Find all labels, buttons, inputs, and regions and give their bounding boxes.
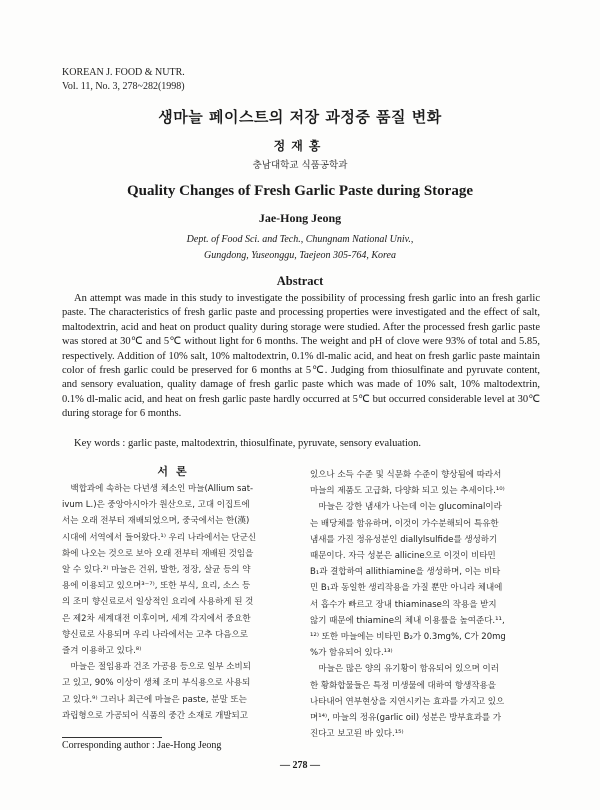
body-text-line: 않기 때문에 thiamine의 체내 이용률을 높여준다.¹¹, bbox=[310, 615, 505, 626]
body-text-line: ivum L.)은 중앙아시아가 원산으로, 고대 이집트에 bbox=[62, 500, 250, 511]
keywords: Key words : garlic paste, maltodextrin, thiosulfinate, pyruvate, sensory evaluation. bbox=[74, 438, 421, 449]
body-text-line: ¹²⁾ 또한 마늘에는 비타민 B₂가 0.3mg%, C가 20mg bbox=[310, 632, 506, 643]
body-text-line: 한 황화합물들은 특정 미생물에 대하여 항생작용을 bbox=[310, 680, 496, 691]
body-text-line: 과립형으로 가공되어 식품의 중간 소재로 개발되고 bbox=[62, 710, 248, 721]
body-text-line: 은 제2차 세계대전 이후이며, 세계 각지에서 중요한 bbox=[62, 613, 251, 624]
body-text-line: 민 B₁과 동일한 생리작용을 가질 뿐만 아니라 체내에 bbox=[310, 583, 503, 594]
korean-author: 정재홍 bbox=[273, 139, 327, 153]
affiliation-line-1: Dept. of Food Sci. and Tech., Chungnam National Univ., bbox=[186, 234, 414, 245]
body-text-line: 나타내어 연부현상을 지연시키는 효과를 가지고 있으 bbox=[310, 696, 505, 707]
page-number: — 278 — bbox=[280, 760, 320, 771]
footnote-divider bbox=[62, 737, 162, 738]
body-text-line: 며¹⁴⁾, 마늘의 정유(garlic oil) 성분은 방부효과를 가 bbox=[310, 713, 502, 724]
body-text-line: 즐겨 이용하고 있다.⁸⁾ bbox=[62, 646, 142, 657]
section-heading-introduction: 서론 bbox=[157, 465, 195, 478]
body-text-line: 의 조미 향신료로서 일상적인 요리에 사용하게 된 것 bbox=[62, 597, 254, 608]
body-text-line: 서는 오래 전부터 재배되었으며, 중국에서는 한(漢) bbox=[62, 516, 250, 527]
body-text-line: %가 함유되어 있다.¹³⁾ bbox=[310, 648, 393, 659]
body-text-line: 화에 나오는 것으로 보아 오래 전부터 재배된 것임을 bbox=[62, 548, 254, 559]
abstract-body: An attempt was made in this study to investigate the possibility of processing fresh garlic into an fresh garlic paste. The characteristics of fresh garlic paste and processing properties were investigated and the effect of salt, maltodextrin, acid and heat on product quality during storage were studied. After the processed fresh garlic paste was stored at 30℃ and 5℃ without light for 6 months. The weight and pH of clove were 93% of total and 5.85, respectively. Addition of 10% salt, 10% maltodextrin, 0.1% dl-malic acid, and heat on fresh garlic paste maintain color of fresh garlic could be preserved for 6 months at 5℃. Judging from thiosulfinate and pyruvate content, and sensory evaluation, quality damage of fresh garlic paste which was made of 10% salt, 10% maltodextrin, 0.1% dl-malic acid, and heat on fresh garlic paste hardly occurred at 5℃ but occurred considerable level at 30℃ during storage for 6 months. bbox=[62, 293, 540, 420]
affiliation-line-2: Gungdong, Yuseonggu, Taejeon 305-764, Korea bbox=[204, 250, 396, 261]
korean-title: 생마늘 페이스트의 저장 과정중 품질 변화 bbox=[158, 108, 442, 126]
corresponding-author-footnote: Corresponding author : Jae-Hong Jeong bbox=[62, 740, 222, 751]
body-text-line: 알 수 있다.²⁾ 마늘은 건위, 발한, 정장, 살균 등의 약 bbox=[62, 565, 251, 576]
english-author: Jae-Hong Jeong bbox=[258, 211, 342, 225]
body-text-line: B₁과 결합하여 allithiamine을 생성하며, 이는 비타 bbox=[310, 567, 501, 578]
right-column bbox=[310, 467, 540, 742]
journal-name: KOREAN J. FOOD & NUTR. bbox=[62, 67, 185, 78]
body-text-line: 냄새를 가진 정유성분인 diallylsulfide를 생성하기 bbox=[310, 534, 498, 545]
body-text-line: 고 있고, 90% 이상이 생체 조미 부식용으로 사용되 bbox=[62, 678, 251, 689]
body-text-line: 는 배당체를 함유하며, 이것이 가수분해되어 특유한 bbox=[310, 518, 499, 529]
body-text-line: 있으나 소득 수준 및 식문화 수준이 향상됨에 따라서 bbox=[310, 470, 502, 480]
body-text-line: 향신료로 사용되며 우리 나라에서는 고추 다음으로 bbox=[62, 629, 248, 640]
korean-affiliation: 충남대학교 식품공학과 bbox=[252, 160, 348, 171]
body-text-line: 마늘은 많은 양의 유기황이 함유되어 있으며 이러 bbox=[310, 664, 499, 675]
body-text-line: 때문이다. 자극 성분은 allicine으로 이것이 비타민 bbox=[310, 551, 496, 562]
body-text-line: 진다고 보고된 바 있다.¹⁵⁾ bbox=[310, 729, 404, 740]
body-text-line: 시대에 서역에서 들어왔다.¹⁾ 우리 나라에서는 단군신 bbox=[62, 532, 257, 543]
english-title: Quality Changes of Fresh Garlic Paste during Storage bbox=[127, 183, 473, 199]
journal-volume: Vol. 11, No. 3, 278~282(1998) bbox=[62, 81, 185, 92]
english-affiliation bbox=[0, 232, 600, 264]
body-text-line: 마늘은 강한 냄새가 나는데 이는 glucominal이라 bbox=[310, 502, 502, 513]
body-text-line: 마늘의 제품도 고급화, 다양화 되고 있는 추세이다.¹⁰⁾ bbox=[310, 486, 505, 497]
body-text-line: 고 있다.⁹⁾ 그러나 최근에 마늘은 paste, 분말 또는 bbox=[62, 694, 247, 705]
body-text-line: 서 흡수가 빠르고 장내 thiaminase의 작용을 받지 bbox=[310, 599, 497, 610]
body-text-line: 용에 이용되고 있으며³⁻⁷⁾, 또한 부식, 요리, 소스 등 bbox=[62, 581, 251, 592]
left-column bbox=[62, 481, 290, 724]
abstract-heading: Abstract bbox=[276, 274, 324, 288]
body-text-line: 마늘은 절임용과 건조 가공용 등으로 일부 소비되 bbox=[62, 662, 251, 673]
journal-info bbox=[62, 66, 185, 94]
body-text-line: 백합과에 속하는 다년생 체소인 마늘(Allium sat- bbox=[62, 484, 254, 494]
